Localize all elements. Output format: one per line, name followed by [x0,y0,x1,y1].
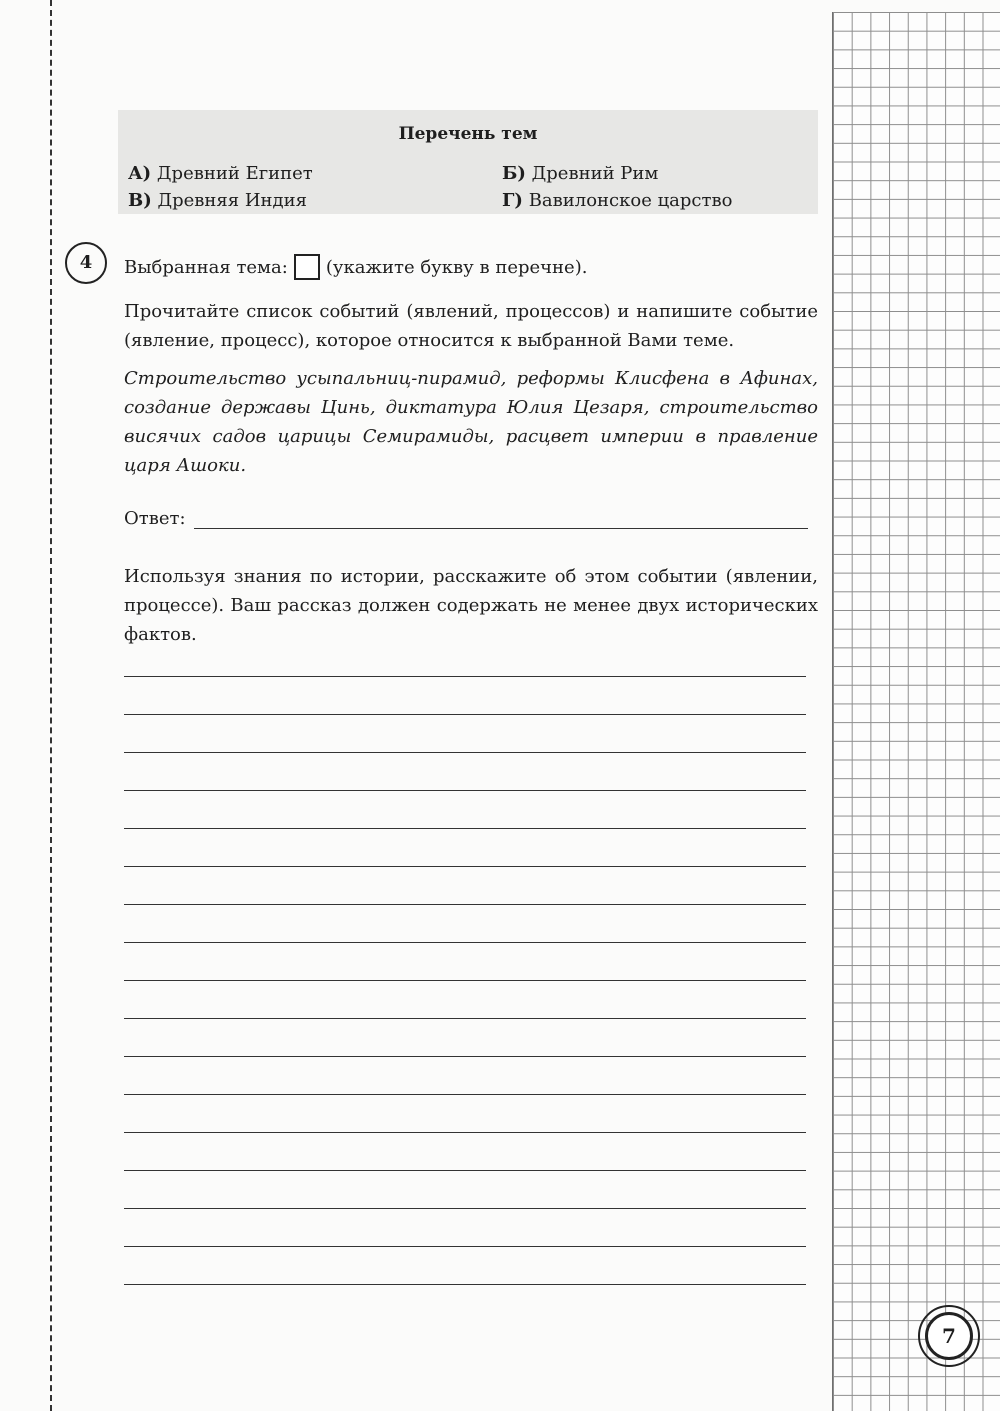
page-number: 7 [925,1312,973,1360]
writing-line[interactable] [124,904,806,905]
writing-line[interactable] [124,866,806,867]
chosen-topic-label: Выбранная тема: [124,256,288,278]
instruction-text: Прочитайте список событий (явлений, процессов) и напишите событие (явление, процесс), которое относится к выбранной Вами теме. [124,301,818,351]
events-list-text: Строительство усыпальниц-пирамид, реформы Клисфена в Афинах, создание державы Цинь, диктатура Юлия Цезаря, строительство висячих садов царицы Семирамиды, расцвет империи в правление царя Ашоки. [124,368,818,476]
writing-line[interactable] [124,1132,806,1133]
topic-item-a: А) Древний Египет [128,163,313,184]
story-task-text: Используя знания по истории, расскажите об этом событии (явлении, процессе). Ваш рассказ должен содержать не менее двух исторических фактов. [124,566,818,645]
answer-line[interactable] [194,508,808,529]
writing-line[interactable] [124,942,806,943]
chosen-topic-row [124,254,587,280]
topic-item-g: Г) Вавилонское царство [502,190,733,211]
writing-line[interactable] [124,1246,806,1247]
topic-list-title: Перечень тем [398,124,538,144]
question-number: 4 [65,242,107,284]
answer-label: Ответ: [124,508,186,529]
chosen-topic-hint: (укажите букву в перечне). [325,256,588,278]
writing-line[interactable] [124,752,806,753]
topic-item-b: Б) Древний Рим [502,163,659,184]
writing-line[interactable] [124,1170,806,1171]
writing-line[interactable] [124,714,806,715]
writing-line[interactable] [124,980,806,981]
writing-line[interactable] [124,828,806,829]
writing-line[interactable] [124,790,806,791]
writing-line[interactable] [124,1094,806,1095]
writing-line[interactable] [124,676,806,677]
topic-item-v: В) Древняя Индия [128,190,307,211]
chosen-topic-box[interactable] [294,254,320,280]
writing-line[interactable] [124,1018,806,1019]
writing-line[interactable] [124,1284,806,1285]
writing-line[interactable] [124,1056,806,1057]
draft-grid [832,12,1000,1411]
answer-row [124,508,808,529]
writing-line[interactable] [124,1208,806,1209]
cut-line [50,0,52,1411]
page-number-badge [918,1305,980,1367]
